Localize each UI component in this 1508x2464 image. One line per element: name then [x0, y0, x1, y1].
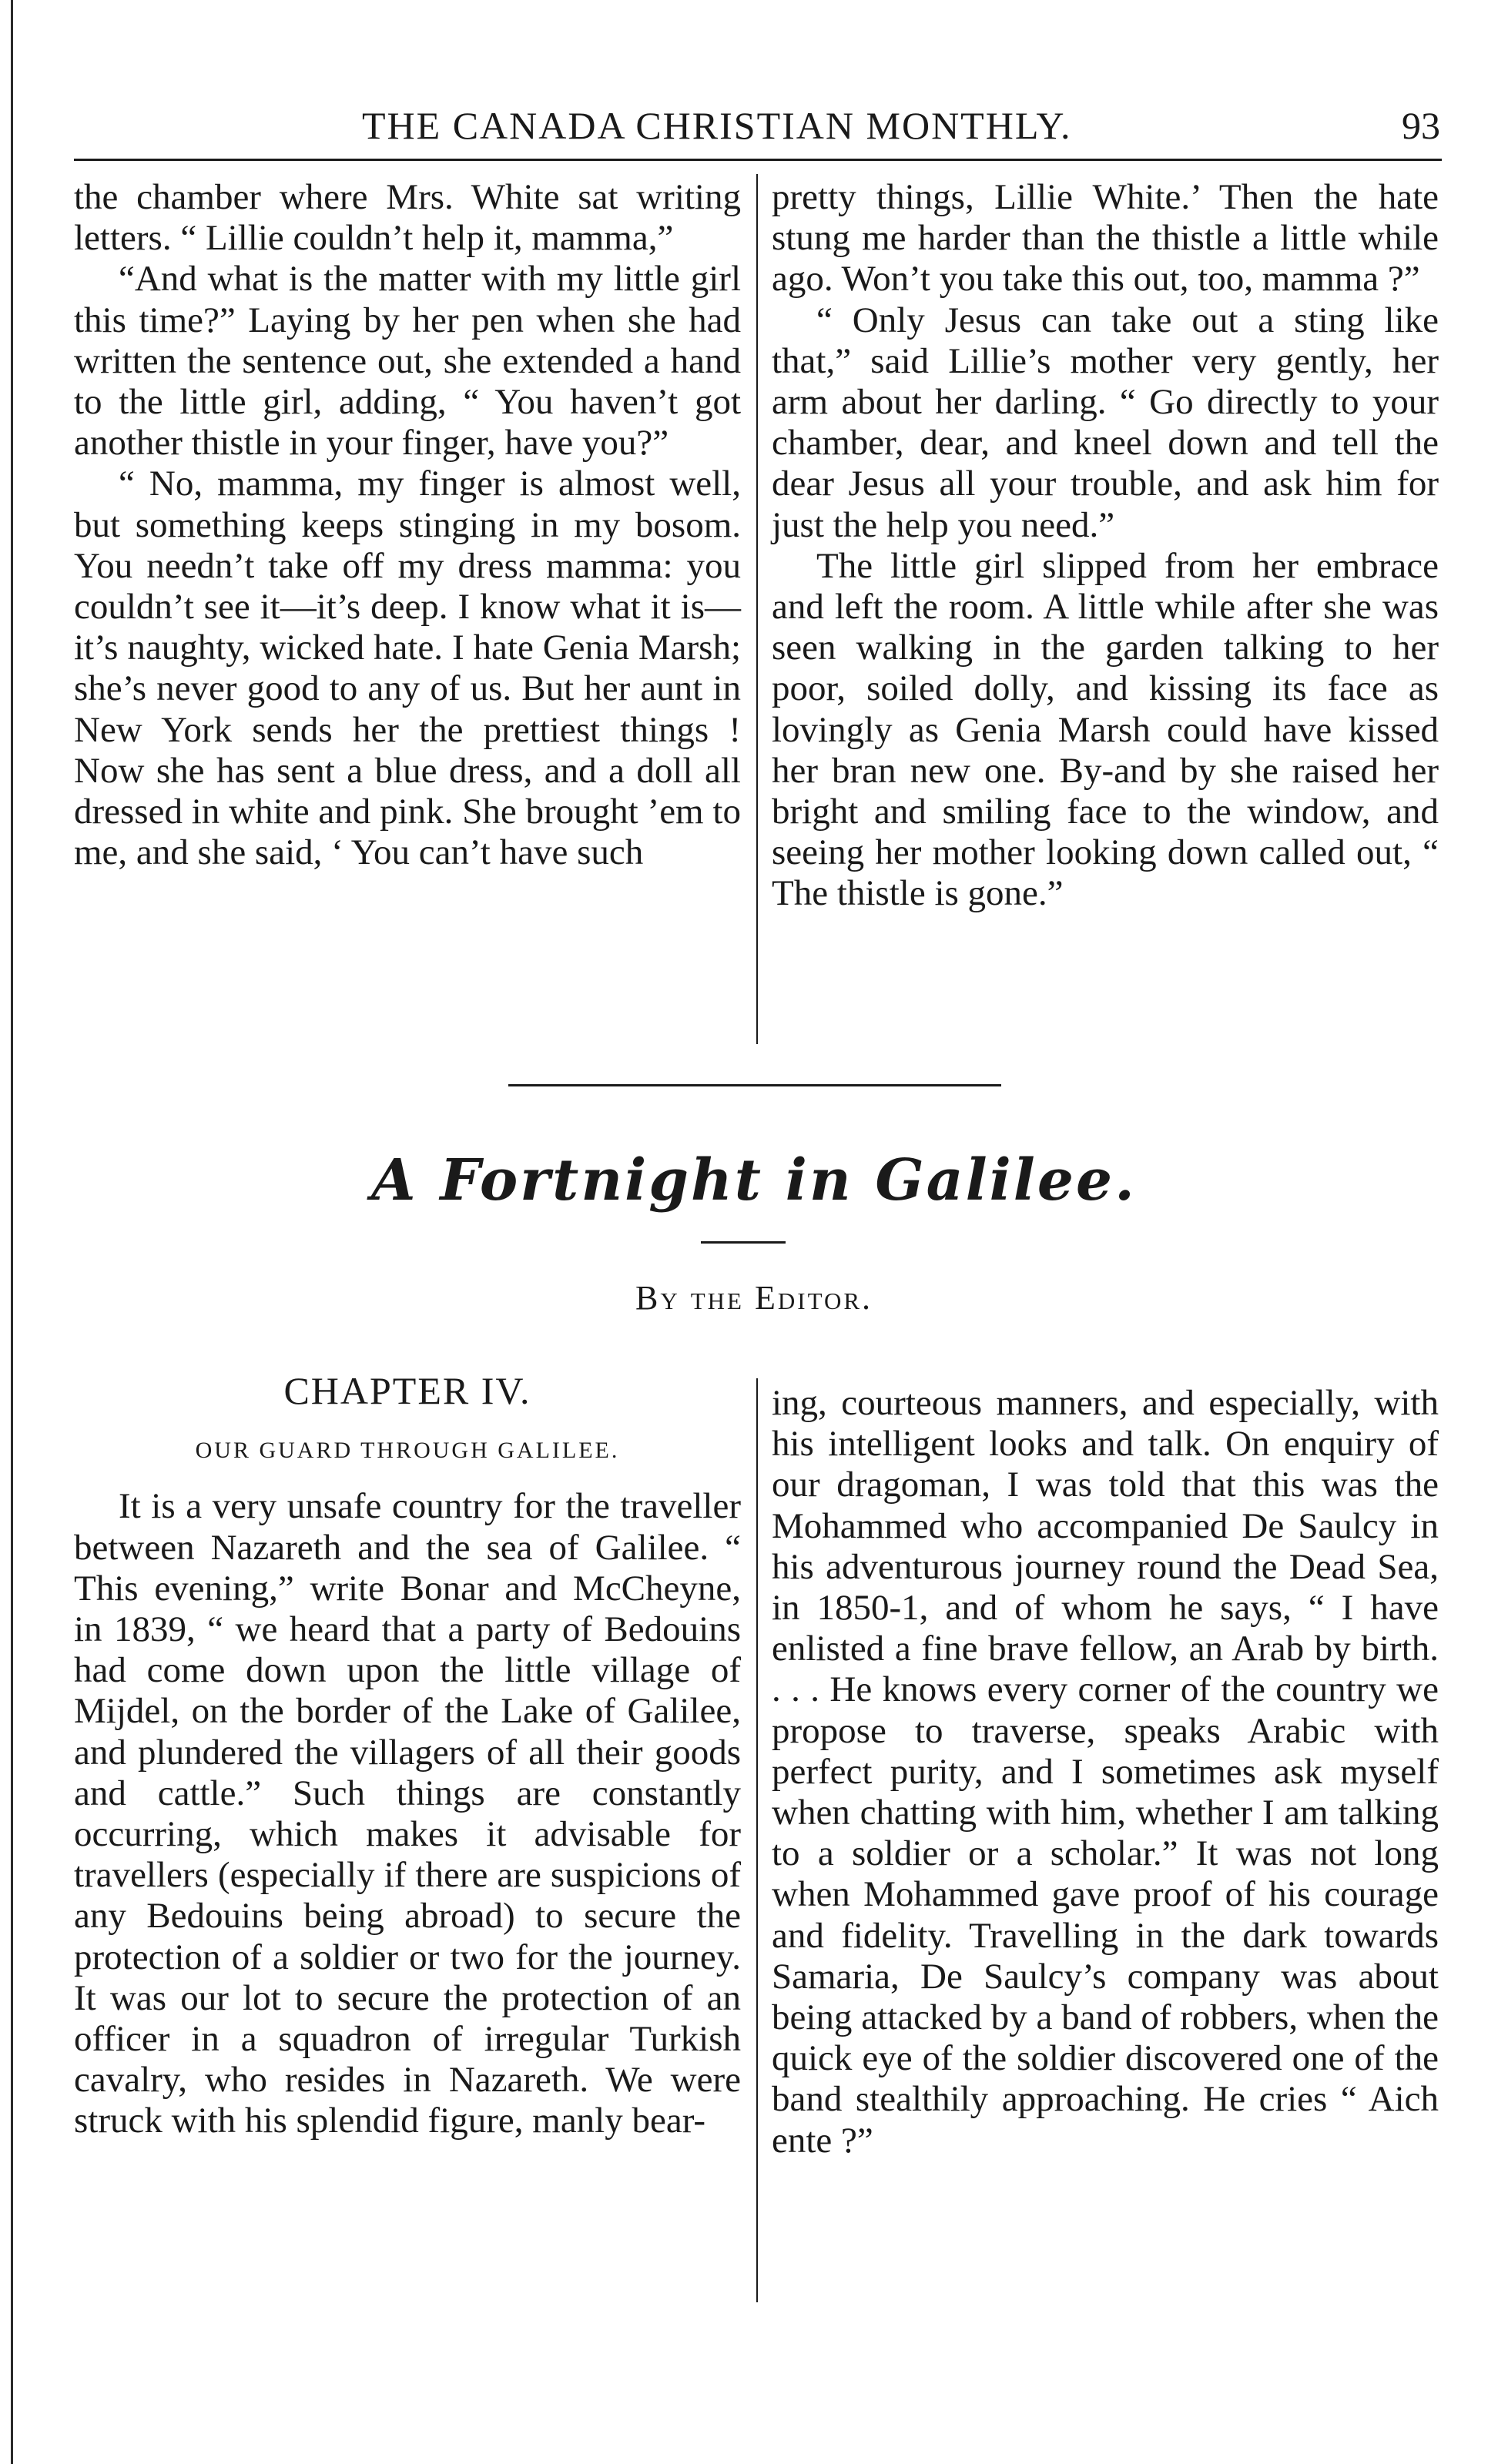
paragraph: The little girl slipped from her embrace and left the room. A little while after she was seen walking in the garden talking to her poor, soiled dolly, and kissing its face as lovingly as Genia Marsh could have kissed her bran new one. By-and by she raised her bright and smiling face to the window, and seeing her mother looking down called out, “ The thistle is gone.”	[772, 545, 1439, 914]
paragraph: “ No, mamma, my finger is almost well, but something keeps stinging in my bosom. You needn’t take off my dress mamma: you couldn’t see it—it’s deep. I know what it is—it’s naughty, wicked hate. I hate Genia Marsh; she’s never good to any of us. But her aunt in New York sends her the prettiest things ! Now she has sent a blue dress, and a doll all dressed in white and pink. She brought ’em to me, and she said, ‘ You can’t have such	[74, 464, 741, 873]
byline: By the Editor.	[635, 1279, 873, 1317]
running-header	[77, 91, 1440, 160]
article-left-column	[74, 1371, 741, 2142]
chapter-subheading: OUR GUARD THROUGH GALILEE.	[195, 1438, 620, 1464]
section-rule	[508, 1084, 1001, 1086]
top-left-column	[74, 177, 741, 873]
article-right-column	[772, 1383, 1439, 2161]
paragraph: the chamber where Mrs. White sat writing letters. “ Lillie couldn’t help it, mamma,”	[74, 177, 741, 259]
chapter-heading: CHAPTER IV.	[283, 1369, 531, 1412]
page-edge-line	[11, 0, 13, 2464]
journal-title: THE CANADA CHRISTIAN MONTHLY.	[362, 104, 1072, 147]
page-number: 93	[1402, 104, 1440, 147]
article-title: A Fortnight in Galilee.	[371, 1147, 1137, 1214]
paragraph: ing, courteous manners, and especially, with his intelligent looks and talk. On enquiry of our dragoman, I was told that this was the Mohammed who accompanied De Saulcy in his adventurous journey round the Dead Sea, in 1850-1, and of whom he says, “ I have enlisted a fine brave fellow, an Arab by birth. . . . He knows every corner of the country we propose to traverse, speaks Arabic with perfect purity, and I sometimes ask myself when chatting with him, whether I am talking to a soldier or a scholar.” It was not long when Mohammed gave proof of his courage and fidelity. Travelling in the dark towards Samaria, De Saulcy’s company was about being attacked by a band of robbers, when the quick eye of the soldier discovered one of the band stealthily approaching. He cries “ Aich ente ?”	[772, 1383, 1439, 2161]
paragraph: “And what is the matter with my little girl this time?” Laying by her pen when she had written the sentence out, she extended a hand to the little girl, adding, “ You haven’t got another thistle in your finger, have you?”	[74, 259, 741, 464]
paragraph: “ Only Jesus can take out a sting like that,” said Lillie’s mother very gently, her arm about her darling. “ Go directly to your chamber, dear, and kneel down and tell the dear Jesus all your trouble, and ask him for just the help you need.”	[772, 300, 1439, 545]
header-rule	[74, 159, 1442, 161]
column-divider-top	[756, 174, 758, 1044]
paragraph: It is a very unsafe country for the traveller between Nazareth and the sea of Galilee. “ This evening,” write Bonar and McCheyne, in 1839, “ we heard that a party of Bedouins had come down upon the little village of Mijdel, on the border of the Lake of Galilee, and plundered the villagers of all their goods and cattle.” Such things are constantly occurring, which makes it advisable for travellers (especially if there are suspicions of any Bedouins being abroad) to secure the protection of a soldier or two for the journey. It was our lot to secure the protection of an officer in a squadron of irregular Turkish cavalry, who resides in Nazareth. We were struck with his splendid figure, manly bear-	[74, 1486, 741, 2141]
column-divider-bottom	[756, 1378, 758, 2302]
paragraph: pretty things, Lillie White.’ Then the hate stung me harder than the thistle a little while ago. Won’t you take this out, too, mamma ?”	[772, 177, 1439, 300]
top-right-column	[772, 177, 1439, 915]
title-short-rule	[701, 1241, 786, 1244]
